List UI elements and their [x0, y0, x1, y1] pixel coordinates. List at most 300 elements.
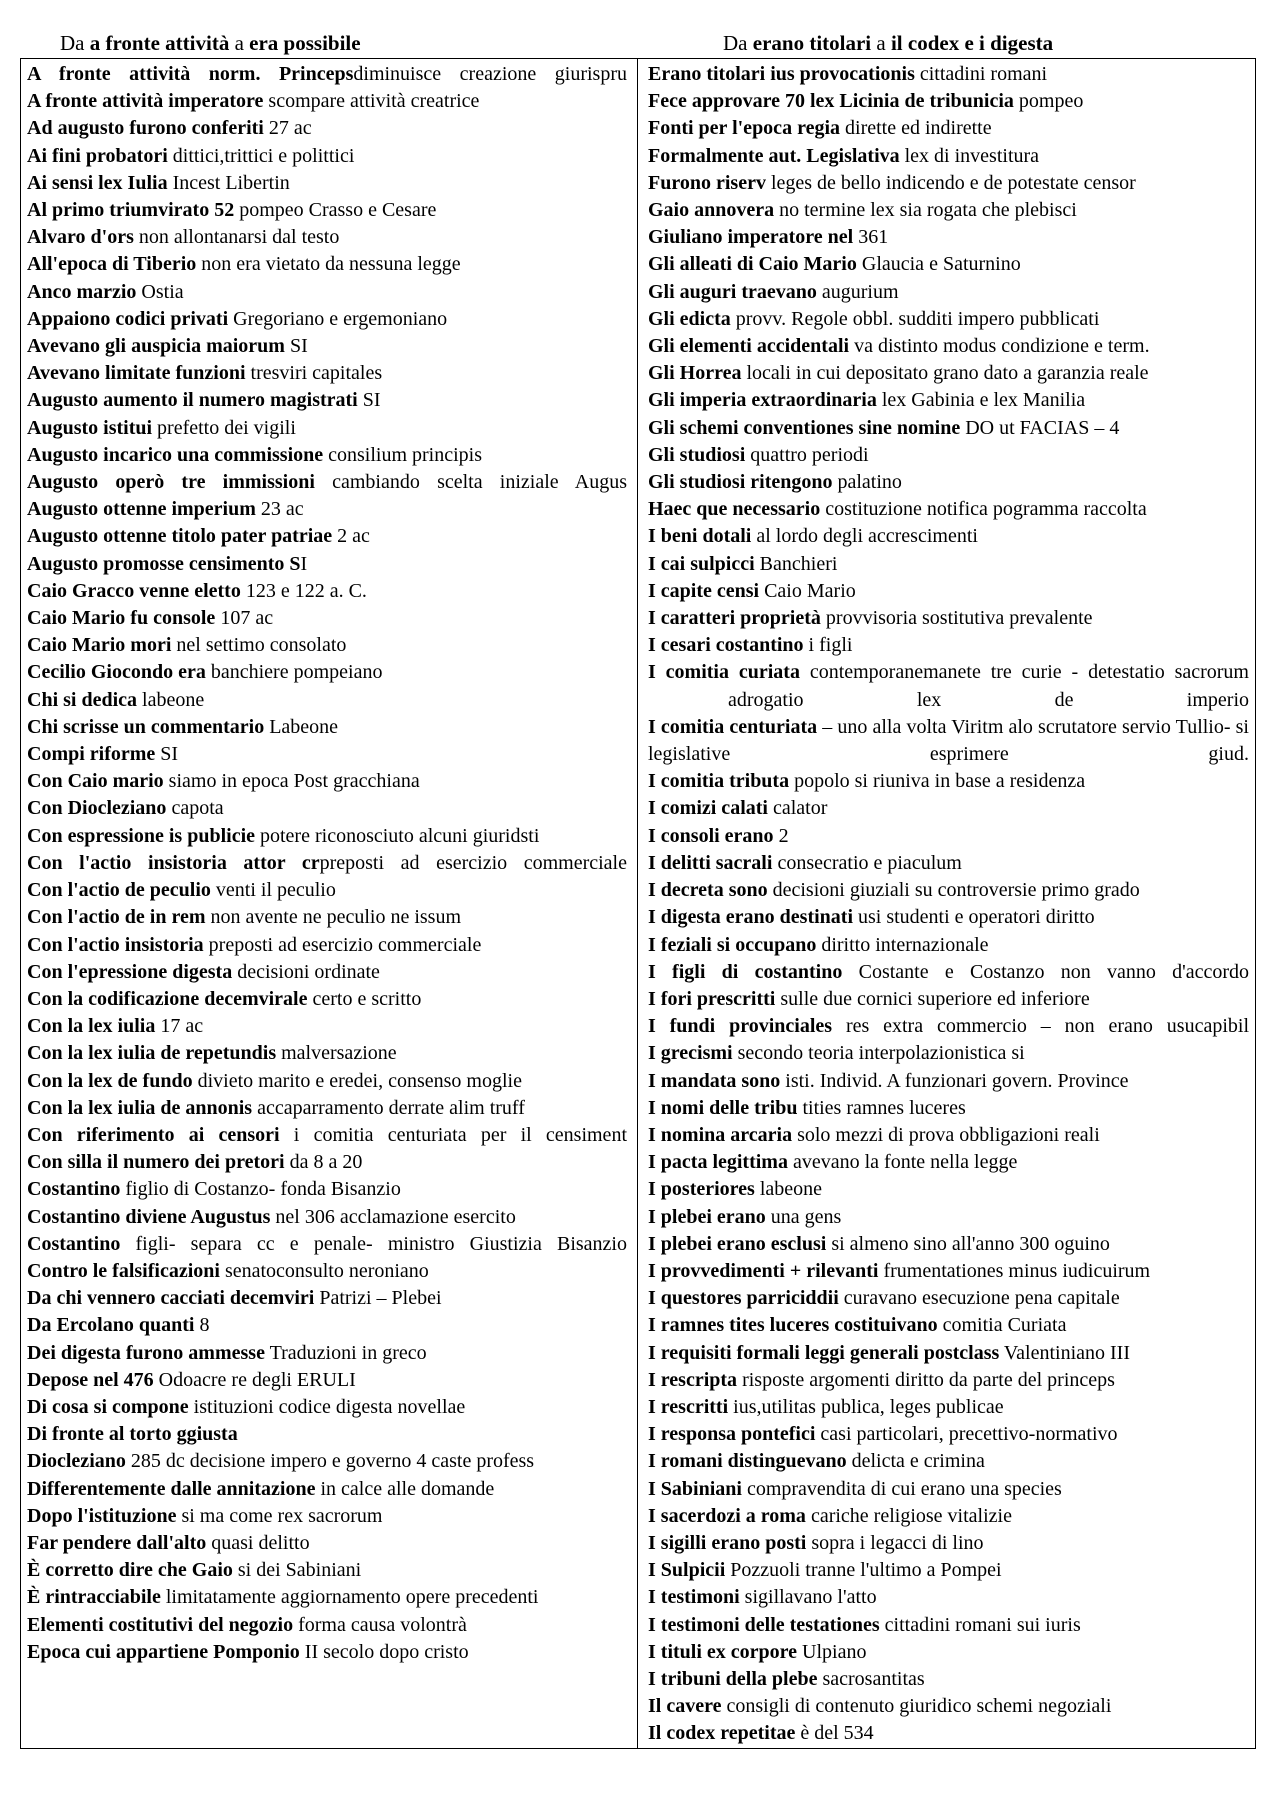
entry-answer: Ostia — [136, 280, 184, 303]
index-entry — [648, 823, 1249, 850]
entry-term: Da Ercolano quanti — [27, 1314, 195, 1337]
index-entry — [648, 1340, 1249, 1367]
header-text: a — [871, 31, 891, 55]
entry-term: I digesta erano destinati — [648, 906, 853, 929]
entry-answer: – uno alla volta Viritm alo scrutatore servio Tullio- si legislative esprimere giud. — [648, 715, 1249, 766]
entry-answer: contemporanemanete tre curie - detestatio sacrorum adrogatio lex de imperio — [728, 661, 1249, 711]
entry-term: I sacerdozi a roma — [648, 1504, 806, 1527]
entry-answer: 8 — [194, 1314, 210, 1337]
entry-answer: da 8 a 20 — [284, 1151, 363, 1174]
entry-answer: senatoconsulto neroniano — [219, 1259, 429, 1282]
entry-answer: forma causa volontrà — [293, 1613, 467, 1636]
index-entry — [648, 251, 1249, 278]
entry-answer: diminuisce creazione giurispru — [353, 63, 627, 85]
index-entry — [648, 632, 1249, 659]
entry-answer: al lordo degli accrescimenti — [751, 525, 978, 548]
index-entry — [27, 1095, 627, 1122]
entry-answer: provv. Regole obbl. sudditi impero pubblicati — [730, 307, 1100, 330]
index-entry — [648, 986, 1249, 1013]
index-table — [20, 58, 1256, 1749]
index-entry — [27, 687, 627, 714]
entry-term: Con l'actio de peculio — [27, 879, 211, 902]
entry-answer: una gens — [765, 1205, 842, 1228]
index-entry — [648, 1258, 1249, 1285]
index-entry — [648, 1122, 1249, 1149]
entry-answer: 23 ac — [255, 498, 304, 521]
entry-term: I provvedimenti + rilevanti — [648, 1259, 879, 1282]
entry-term: I consoli erano — [648, 824, 774, 847]
entry-answer: Caio Mario — [759, 579, 856, 602]
entry-term: Ai sensi lex Iulia — [27, 171, 168, 194]
entry-answer: i comitia centuriata per il censiment — [279, 1123, 627, 1146]
index-entry — [648, 469, 1249, 496]
entry-term: Appaiono codici privati — [27, 307, 229, 330]
index-entry — [27, 795, 627, 822]
entry-term: Gli Horrea — [648, 362, 742, 385]
entry-answer: consecratio e piaculum — [772, 851, 962, 874]
index-entry — [648, 1584, 1249, 1611]
index-entry — [27, 1068, 627, 1095]
entry-term: Ai fini probatori — [27, 144, 168, 167]
index-entry — [27, 714, 627, 741]
index-entry — [27, 1013, 627, 1040]
header-bold: il codex e i digesta — [890, 31, 1054, 55]
index-entry — [648, 551, 1249, 578]
index-entry — [27, 115, 627, 142]
entry-answer: tities ramnes luceres — [797, 1096, 966, 1119]
index-entry — [648, 768, 1249, 795]
index-entry — [648, 1068, 1249, 1095]
index-entry — [27, 1503, 627, 1530]
index-entry — [648, 1421, 1249, 1448]
entry-answer: preposti ad esercizio commerciale — [319, 851, 627, 874]
index-entry — [27, 578, 627, 605]
entry-term: I romani distinguevano — [648, 1450, 847, 1473]
entry-term: Caio Mario mori — [27, 634, 172, 657]
entry-term: Diocleziano — [27, 1450, 126, 1473]
index-entry — [27, 1639, 627, 1666]
entry-term: I Sulpicii — [648, 1559, 726, 1582]
index-entry — [27, 1231, 627, 1258]
index-entry — [648, 170, 1249, 197]
entry-answer: accaparramento derrate alim truff — [252, 1096, 525, 1119]
entry-term: Depose nel 476 — [27, 1368, 154, 1391]
entry-term: Con la lex iulia de annonis — [27, 1096, 253, 1119]
entry-answer: Costante e Costanzo non vanno d'accordo — [842, 960, 1249, 983]
entry-term: Con Caio mario — [27, 770, 164, 793]
entry-answer: quattro periodi — [745, 443, 869, 466]
index-entry — [27, 1584, 627, 1611]
entry-answer: lex di investitura — [899, 144, 1040, 167]
entry-answer: locali in cui depositato grano dato a garanzia reale — [741, 362, 1149, 385]
entry-answer: Labeone — [264, 715, 339, 738]
entry-term: I mandata sono — [648, 1069, 781, 1092]
entry-answer: popolo si riuniva in base a residenza — [789, 770, 1086, 793]
entry-term: Caio Mario fu console — [27, 607, 216, 630]
entry-term: Fece approvare 70 lex Licinia de tribunicia — [648, 90, 1014, 113]
entry-answer: potere riconosciuto alcuni giuridsti — [255, 824, 540, 847]
entry-term: Elementi costitutivi del negozio — [27, 1613, 294, 1636]
entry-answer: provvisoria sostitutiva prevalente — [820, 607, 1093, 630]
entry-term: Caio Gracco venne eletto — [27, 579, 241, 602]
index-entry — [27, 1040, 627, 1067]
entry-answer: palatino — [832, 471, 902, 494]
entry-answer: capota — [166, 797, 224, 820]
index-entry — [648, 1639, 1249, 1666]
entry-answer: 361 — [853, 226, 889, 249]
entry-answer: sulle due cornici superiore ed inferiore — [775, 987, 1090, 1010]
entry-term: Erano titolari ius provocationis — [648, 63, 915, 85]
entry-answer: cariche religiose vitalizie — [805, 1504, 1012, 1527]
entry-term: Formalmente aut. Legislativa — [648, 144, 900, 167]
entry-term: I plebei erano — [648, 1205, 766, 1228]
entry-answer: sigillavano l'atto — [739, 1586, 877, 1609]
entry-term: I fundi provinciales — [648, 1015, 833, 1038]
index-entry — [27, 877, 627, 904]
index-entry — [648, 578, 1249, 605]
entry-answer: Glaucia e Saturnino — [856, 253, 1021, 276]
entry-answer: banchiere pompeiano — [205, 661, 383, 684]
entry-answer: labeone — [754, 1178, 823, 1201]
entry-answer: è del 534 — [795, 1722, 874, 1745]
index-entry — [27, 904, 627, 931]
entry-answer: solo mezzi di prova obbligazioni reali — [792, 1123, 1100, 1146]
index-entry — [648, 306, 1249, 333]
index-entry — [648, 904, 1249, 931]
entry-answer: 285 dc decisione impero e governo 4 caste profess — [125, 1450, 535, 1473]
entry-term: Con espressione is publicie — [27, 824, 255, 847]
entry-term: Con l'actio insistoria — [27, 933, 204, 956]
index-entry — [648, 932, 1249, 959]
index-entry — [648, 1557, 1249, 1584]
entry-term: È corretto dire che Gaio — [27, 1559, 233, 1582]
entry-answer: si ma come rex sacrorum — [176, 1504, 383, 1527]
entry-answer: isti. Individ. A funzionari govern. Province — [780, 1069, 1129, 1092]
index-entry — [27, 1421, 627, 1448]
index-entry — [648, 1231, 1249, 1258]
index-entry — [27, 251, 627, 278]
index-entry — [27, 1149, 627, 1176]
entry-term: Augusto ottenne titolo pater patriae — [27, 525, 333, 548]
index-entry — [648, 1204, 1249, 1231]
entry-term: I ramnes tites luceres costituivano — [648, 1314, 938, 1337]
entry-answer: Banchieri — [754, 552, 838, 575]
entry-answer: res extra commercio – non erano usucapibil — [832, 1015, 1250, 1038]
index-entry — [27, 932, 627, 959]
entry-term: Chi scrisse un commentario — [27, 715, 265, 738]
index-entry — [27, 523, 627, 550]
index-entry — [648, 1720, 1249, 1747]
index-entry — [648, 1503, 1249, 1530]
left-column-header — [20, 28, 593, 58]
entry-term: Augusto promosse censimento S — [27, 552, 301, 575]
entry-term: Gli elementi accidentali — [648, 335, 850, 358]
index-entry — [27, 415, 627, 442]
entry-answer: 2 — [773, 824, 789, 847]
entry-term: Furono riserv — [648, 171, 766, 194]
index-entry — [648, 523, 1249, 550]
entry-term: Al primo triumvirato 52 — [27, 199, 235, 222]
entry-term: Gli alleati di Caio Mario — [648, 253, 857, 276]
index-entry — [27, 659, 627, 686]
entry-term: Costantino diviene Augustus — [27, 1205, 271, 1228]
entry-answer: Incest Libertin — [167, 171, 290, 194]
index-entry — [27, 170, 627, 197]
entry-answer: delicta e crimina — [846, 1450, 985, 1473]
index-entry — [27, 959, 627, 986]
index-entry — [648, 959, 1249, 986]
index-entry — [27, 1285, 627, 1312]
entry-answer: istituzioni codice digesta novellae — [188, 1395, 466, 1418]
entry-term: Ad augusto furono conferiti — [27, 117, 264, 140]
entry-term: Compi riforme — [27, 743, 156, 766]
entry-answer: Patrizi – Plebei — [314, 1287, 442, 1310]
entry-term: I fori prescritti — [648, 987, 776, 1010]
entry-term: Avevano limitate funzioni — [27, 362, 246, 385]
index-entry — [27, 1530, 627, 1557]
entry-answer: decisioni giuziali su controversie primo grado — [767, 879, 1140, 902]
entry-term: I nomi delle tribu — [648, 1096, 798, 1119]
entry-answer: figlio di Costanzo- fonda Bisanzio — [120, 1178, 401, 1201]
entry-answer: leges de bello indicendo e de potestate censor — [765, 171, 1136, 194]
entry-term: I tribuni della plebe — [648, 1667, 818, 1690]
index-entry — [648, 1476, 1249, 1503]
index-entry — [27, 1612, 627, 1639]
entry-term: Augusto ottenne imperium — [27, 498, 256, 521]
entry-term: Gli auguri traevano — [648, 280, 817, 303]
entry-term: I questores parriciddii — [648, 1287, 839, 1310]
index-entry — [27, 823, 627, 850]
entry-term: I comitia tributa — [648, 770, 790, 793]
index-entry — [648, 1530, 1249, 1557]
entry-answer: limitatamente aggiornamento opere precedenti — [160, 1586, 539, 1609]
index-entry — [648, 1176, 1249, 1203]
index-entry — [27, 143, 627, 170]
entry-term: Fonti per l'epoca regia — [648, 117, 841, 140]
entry-term: I delitti sacrali — [648, 851, 773, 874]
index-entry — [27, 1476, 627, 1503]
entry-answer: comitia Curiata — [937, 1314, 1067, 1337]
index-entry — [648, 197, 1249, 224]
entry-answer: nel 306 acclamazione esercito — [270, 1205, 516, 1228]
index-entry — [648, 333, 1249, 360]
index-entry — [27, 279, 627, 306]
entry-answer: in calce alle domande — [315, 1477, 495, 1500]
entry-answer: risposte argomenti diritto da parte del princeps — [737, 1368, 1115, 1391]
entry-term: I cesari costantino — [648, 634, 804, 657]
entry-term: A fronte attività imperatore — [27, 90, 264, 113]
entry-answer: certo e scritto — [307, 987, 422, 1010]
index-entry — [648, 61, 1249, 88]
entry-answer: scompare attività creatrice — [263, 90, 480, 113]
index-entry — [27, 1176, 627, 1203]
entry-term: Di fronte al torto ggiusta — [27, 1423, 238, 1446]
index-entry — [27, 88, 627, 115]
header-text: Da — [60, 31, 90, 55]
entry-term: I feziali si occupano — [648, 933, 817, 956]
entry-term: Chi si dedica — [27, 688, 138, 711]
index-entry — [27, 850, 627, 877]
index-entry — [648, 387, 1249, 414]
index-entry — [27, 1258, 627, 1285]
entry-term: I sigilli erano posti — [648, 1531, 807, 1554]
index-entry — [648, 360, 1249, 387]
entry-term: I testimoni — [648, 1586, 740, 1609]
entry-term: Con l'epressione digesta — [27, 960, 233, 983]
entry-term: Il codex repetitae — [648, 1722, 796, 1745]
entry-answer: sopra i legacci di lino — [806, 1531, 984, 1554]
entry-term: Gaio annovera — [648, 199, 775, 222]
entry-term: Gli studiosi — [648, 443, 746, 466]
index-entry — [27, 197, 627, 224]
index-entry — [27, 333, 627, 360]
entry-term: I caratteri proprietà — [648, 607, 821, 630]
index-entry — [648, 1312, 1249, 1339]
index-entry — [27, 605, 627, 632]
entry-term: Differentemente dalle annitazione — [27, 1477, 316, 1500]
entry-term: Dei digesta furono ammesse — [27, 1341, 265, 1364]
entry-answer: avevano la fonte nella legge — [787, 1151, 1018, 1174]
entry-term: Costantino — [27, 1178, 121, 1201]
entry-answer: casi particolari, precettivo-normativo — [815, 1423, 1118, 1446]
entry-term: Augusto aumento il numero magistrati — [27, 389, 358, 412]
entry-term: Alvaro d'ors — [27, 226, 134, 249]
entry-answer: consigli di contenuto giuridico schemi negoziali — [721, 1695, 1112, 1718]
index-entry — [648, 88, 1249, 115]
index-entry — [648, 1693, 1249, 1720]
entry-answer: non era vietato da nessuna legge — [196, 253, 461, 276]
entry-term: I comizi calati — [648, 797, 768, 820]
entry-term: A fronte attività norm. Princeps — [27, 63, 354, 85]
entry-answer: tresviri capitales — [245, 362, 383, 385]
header-bold: era possibile — [249, 31, 361, 55]
index-entry — [648, 850, 1249, 877]
entry-term: Dopo l'istituzione — [27, 1504, 177, 1527]
entry-answer: cittadini romani sui iuris — [879, 1613, 1081, 1636]
index-entry — [648, 279, 1249, 306]
entry-term: I decreta sono — [648, 879, 768, 902]
index-entry — [648, 714, 1249, 768]
entry-answer: nel settimo consolato — [171, 634, 347, 657]
entry-term: Con l'actio de in rem — [27, 906, 206, 929]
index-entry — [27, 1204, 627, 1231]
entry-term: Di cosa si compone — [27, 1395, 189, 1418]
entry-answer: compravendita di cui erano una species — [741, 1477, 1062, 1500]
index-entry — [648, 1612, 1249, 1639]
index-entry — [648, 442, 1249, 469]
entry-term: I rescripta — [648, 1368, 738, 1391]
entry-term: Con la lex iulia — [27, 1015, 156, 1038]
entry-answer: malversazione — [276, 1042, 397, 1065]
index-entry — [27, 61, 627, 88]
entry-term: I capite censi — [648, 579, 760, 602]
entry-term: I pacta legittima — [648, 1151, 788, 1174]
index-entry — [27, 1448, 627, 1475]
entry-answer: SI — [155, 743, 179, 766]
entry-answer: no termine lex sia rogata che plebisci — [774, 199, 1077, 222]
entry-term: Con Diocleziano — [27, 797, 167, 820]
header-text: Da — [723, 31, 753, 55]
entry-answer: consilium principis — [323, 443, 483, 466]
index-entry — [648, 1285, 1249, 1312]
entry-term: I tituli ex corpore — [648, 1640, 798, 1663]
right-column-header — [593, 28, 1256, 58]
entry-term: Giuliano imperatore nel — [648, 226, 854, 249]
index-entry — [648, 1394, 1249, 1421]
entry-term: Con riferimento ai censori — [27, 1123, 280, 1146]
entry-term: I requisiti formali leggi generali postclass — [648, 1341, 1000, 1364]
entry-term: Gli edicta — [648, 307, 731, 330]
header-bold: a fronte attività — [89, 31, 230, 55]
entry-term: I nomina arcaria — [648, 1123, 793, 1146]
entry-answer: curavano esecuzione pena capitale — [838, 1287, 1120, 1310]
entry-term: I grecismi — [648, 1042, 733, 1065]
entry-answer: i figli — [803, 634, 853, 657]
index-entry — [27, 1367, 627, 1394]
entry-answer: venti il peculio — [210, 879, 336, 902]
entry-term: I comitia curiata — [648, 661, 800, 684]
index-entry — [648, 1666, 1249, 1693]
entry-answer: non avente ne peculio ne issum — [205, 906, 462, 929]
entry-term: All'epoca di Tiberio — [27, 253, 197, 276]
entry-answer: Odoacre re degli ERULI — [153, 1368, 356, 1391]
index-entry — [648, 115, 1249, 142]
entry-answer: quasi delitto — [206, 1531, 310, 1554]
entry-term: Con la lex iulia de repetundis — [27, 1042, 277, 1065]
entry-term: I responsa pontefici — [648, 1423, 816, 1446]
index-entry — [648, 143, 1249, 170]
index-entry — [27, 986, 627, 1013]
entry-answer: cambiando scelta iniziale Augus — [314, 471, 627, 494]
entry-answer: costituzione notifica pogramma raccolta — [820, 498, 1147, 521]
entry-term: Gli schemi conventiones sine nomine — [648, 416, 961, 439]
header-text: a — [229, 31, 250, 55]
entry-term: I comitia centuriata — [648, 715, 818, 738]
entry-answer: preposti ad esercizio commerciale — [203, 933, 482, 956]
entry-term: Con silla il numero dei pretori — [27, 1151, 285, 1174]
entry-term: Contro le falsificazioni — [27, 1259, 220, 1282]
index-entry — [648, 1095, 1249, 1122]
entry-answer: dittici,trittici e polittici — [167, 144, 355, 167]
header-bold: erano titolari — [752, 31, 872, 55]
index-entry — [648, 877, 1249, 904]
index-entry — [648, 605, 1249, 632]
entry-answer: labeone — [137, 688, 205, 711]
entry-answer: SI — [284, 335, 308, 358]
entry-answer: si almeno sino all'anno 300 oguino — [826, 1232, 1110, 1255]
index-entry — [27, 741, 627, 768]
entry-term: Far pendere dall'alto — [27, 1531, 207, 1554]
entry-term: Cecilio Giocondo era — [27, 661, 206, 684]
entry-term: Anco marzio — [27, 280, 137, 303]
entry-answer: Gregoriano e ergemoniano — [228, 307, 448, 330]
index-entry — [27, 1394, 627, 1421]
index-entry — [27, 442, 627, 469]
index-entry — [648, 1367, 1249, 1394]
index-entry — [648, 224, 1249, 251]
entry-term: Con la codificazione decemvirale — [27, 987, 308, 1010]
entry-answer: cittadini romani — [914, 63, 1048, 85]
index-entry — [648, 1448, 1249, 1475]
index-entry — [648, 1149, 1249, 1176]
entry-term: Gli studiosi ritengono — [648, 471, 833, 494]
entry-term: Gli imperia extraordinaria — [648, 389, 877, 412]
entry-answer: SI — [357, 389, 381, 412]
entry-answer: I — [300, 552, 308, 575]
entry-answer: siamo in epoca Post gracchiana — [163, 770, 420, 793]
entry-answer: pompeo Crasso e Cesare — [234, 199, 437, 222]
entry-answer: prefetto dei vigili — [152, 416, 296, 439]
